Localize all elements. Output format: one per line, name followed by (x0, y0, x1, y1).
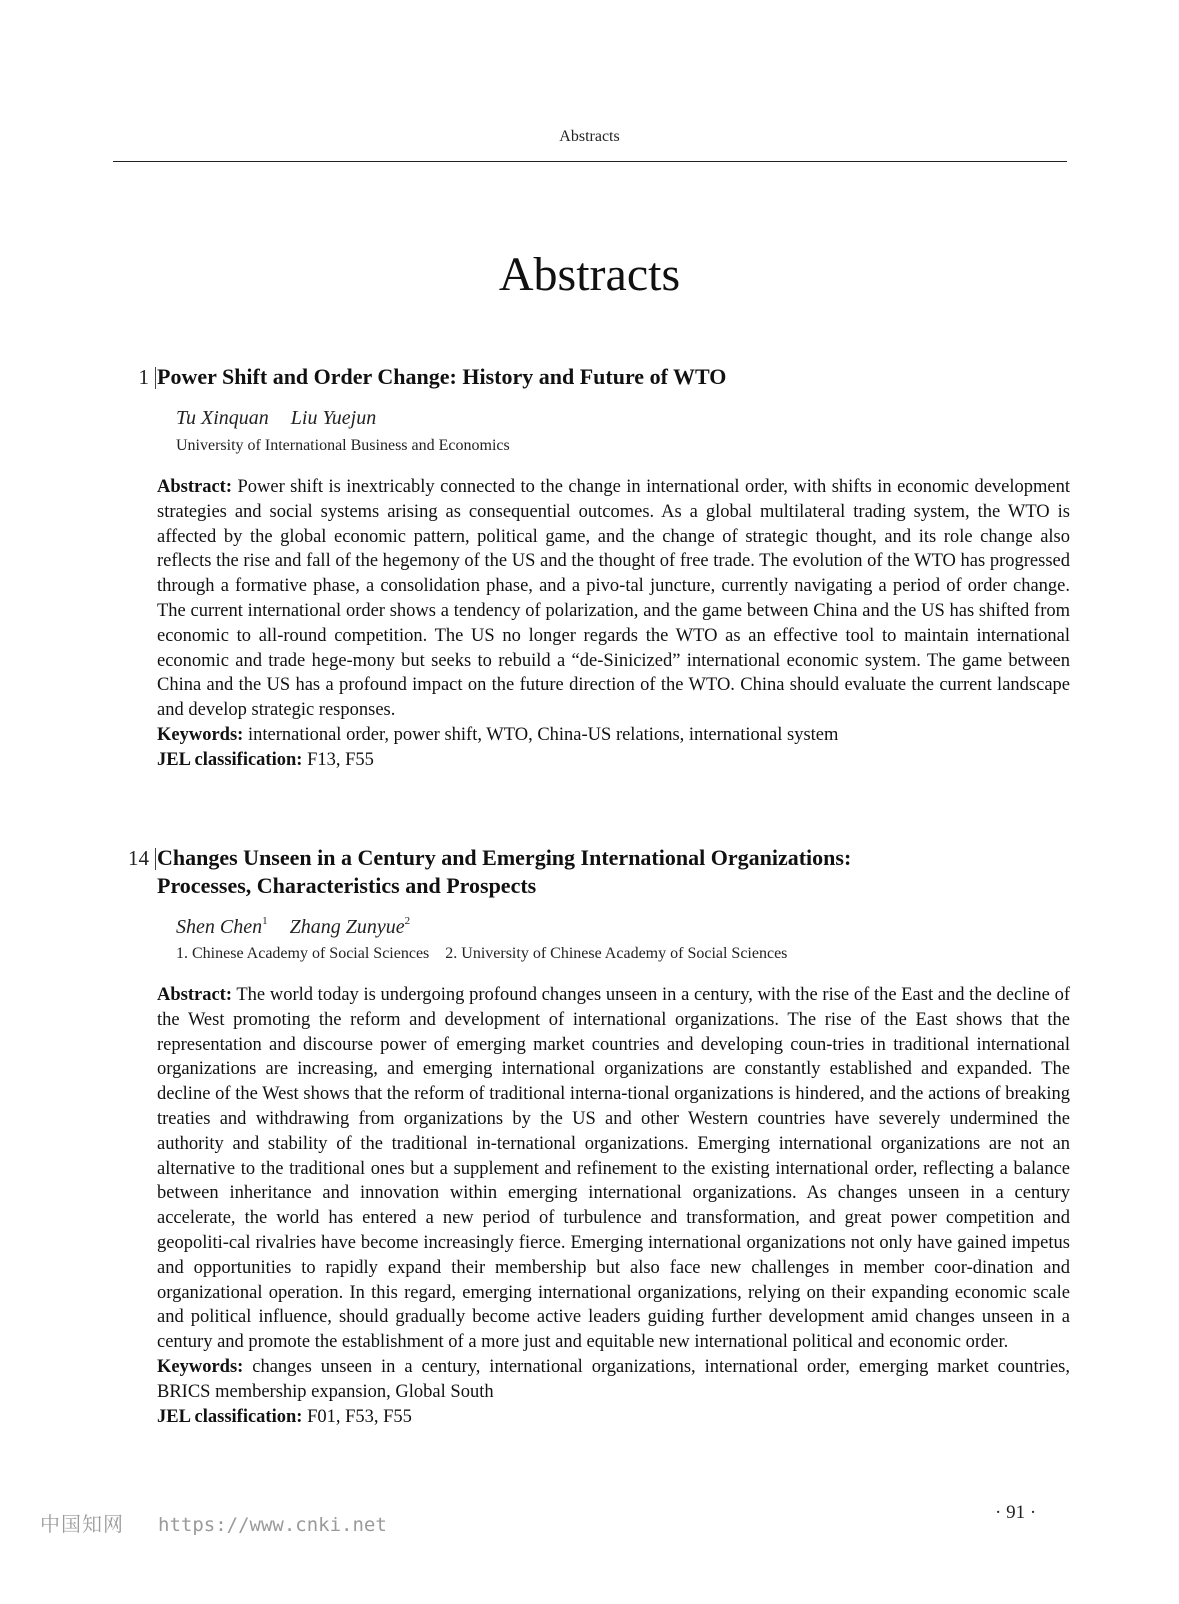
article-title-line: Changes Unseen in a Century and Emerging International Organizations: (157, 845, 852, 870)
article-title-line: Processes, Characteristics and Prospects (157, 873, 537, 898)
article-title (157, 363, 726, 391)
affiliation: University of International Business and Economics (176, 437, 510, 454)
jel-text: F01, F53, F55 (307, 1406, 412, 1427)
article-entry (113, 843, 1069, 1493)
abstract-paragraph (157, 983, 1070, 1355)
article-page-number: 1 (138, 365, 149, 389)
article-affiliations (176, 437, 510, 455)
jel-label: JEL classification: (157, 749, 303, 770)
abstract-label: Abstract: (157, 985, 233, 1005)
running-head: Abstracts (559, 128, 620, 145)
keywords-text: international order, power shift, WTO, China-US relations, international system (247, 724, 839, 745)
page-number: · 91 · (995, 1502, 1037, 1523)
author-affiliation-marker: 2 (404, 915, 411, 927)
watermark-url: https://www.cnki.net (158, 1514, 387, 1536)
keywords-label: Keywords: (157, 1356, 244, 1377)
watermark-site-name: 中国知网 (40, 1512, 124, 1536)
affiliation: 2. University of Chinese Academy of Social Sciences (445, 945, 788, 962)
article-number-divider (155, 367, 156, 389)
keywords-text: changes unseen in a century, international organizations, international order, emerging market countries, BRICS membership expansion, Global South (157, 1356, 1071, 1402)
article-authors (176, 915, 410, 939)
page-title: Abstracts (498, 248, 681, 301)
article-entry (113, 362, 1069, 802)
article-page-number: 14 (128, 846, 149, 870)
article-affiliations (176, 945, 787, 963)
keywords-line (157, 723, 1070, 748)
jel-text: F13, F55 (307, 749, 374, 770)
author-name: Tu Xinquan (176, 407, 269, 429)
author-affiliation-marker: 1 (262, 915, 268, 927)
abstract-paragraph (157, 475, 1070, 723)
header-rule (113, 161, 1067, 162)
abstract-block (157, 983, 1070, 1429)
article-number-divider (155, 848, 156, 870)
keywords-line (157, 1355, 1070, 1405)
jel-line (157, 1405, 1070, 1430)
keywords-label: Keywords: (157, 724, 244, 745)
author-name: Shen Chen (176, 916, 263, 938)
cnki-watermark (40, 1508, 387, 1537)
abstract-text: The world today is undergoing profound changes unseen in a century, with the rise of the East and the decline of the West promoting the reform and development of international organizations. The rise of the East shows that the representation and discourse power of emerging market countries and developing coun-tries in traditional international organizations are increasing, and emerging international organizations are constantly established and expanded. The decline of the West shows that the reform of traditional interna-tional organizations is hindered, and the actions of breaking treaties and withdrawing from organizations by the US and other Western countries have severely undermined the authority and stability of the traditional in-ternational organizations. Emerging international organizations are not an alternative to the traditional ones but a supplement and refinement to the existing international order, reflecting a balance between inheritance and innovation within emerging international organizations. As changes unseen in a century accelerate, the world has entered a new period of turbulence and transformation, and great power competition and geopoliti-cal rivalries have become increasingly fierce. Emerging international organizations not only have gained impetus and opportunities to rapidly expand their membership but also face new challenges in member coor-dination and organizational operation. In this regard, emerging international organizations, relying on their expanding economic scale and political influence, should gradually become active leaders guiding further development amid changes unseen in a century and promote the establishment of a more just and equitable new international political and economic order. (157, 985, 1070, 1353)
affiliation: 1. Chinese Academy of Social Sciences (176, 945, 430, 962)
jel-label: JEL classification: (157, 1406, 303, 1427)
abstract-label: Abstract: (157, 477, 233, 497)
article-title (157, 844, 851, 900)
article-authors (176, 407, 376, 430)
abstract-block (157, 475, 1070, 773)
jel-line (157, 748, 1070, 773)
author-name: Zhang Zunyue (289, 916, 405, 938)
article-title-line: Power Shift and Order Change: History and Future of WTO (157, 364, 727, 389)
abstract-text: Power shift is inextricably connected to the change in international order, with shifts in economic development strategies and social systems arising as consequential outcomes. As a global multilateral trading system, the WTO is affected by the global economic pattern, political game, and the change of strategic thought, and its role change also reflects the rise and fall of the hegemony of the US and the thought of free trade. The evolution of the WTO has progressed through a formative phase, a consolidation phase, and a pivo-tal juncture, currently navigating a period of order change. The current international order shows a tendency of polarization, and the game between China and the US has shifted from economic to all-round competition. The US no longer regards the WTO as an effective tool to maintain international economic and trade hege-mony but seeks to rebuild a “de-Sinicized” international economic system. The game between China and the US has a profound impact on the future direction of the WTO. China should evaluate the current landscape and develop strategic responses. (157, 477, 1070, 721)
author-name: Liu Yuejun (290, 407, 377, 429)
